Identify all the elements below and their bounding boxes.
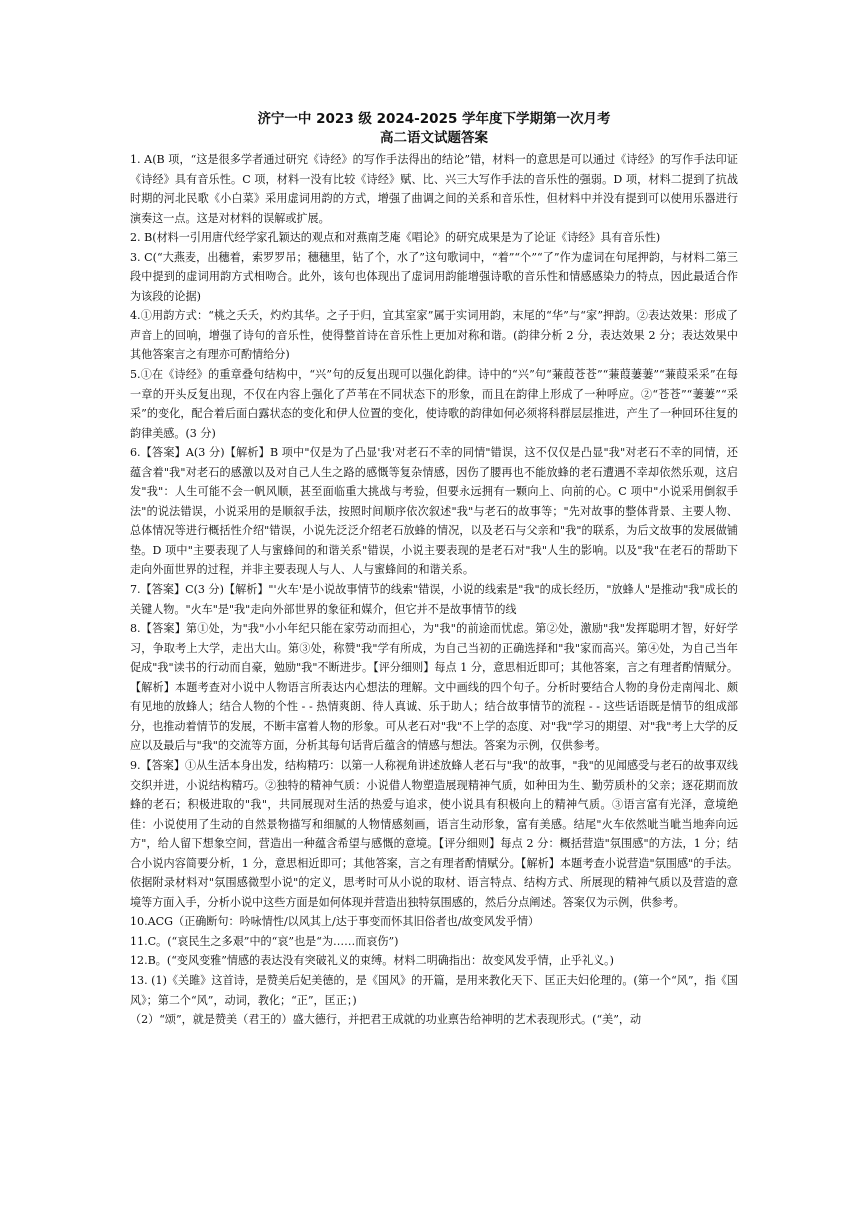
answer-item-13-2: （2）“颂”，就是赞美（君王的）盛大德行，并把君王成就的功业禀告给神明的艺术表现形式。(“美”，动 — [130, 1013, 642, 1027]
answer-item-4: 4.①用韵方式：“桃之夭夭，灼灼其华。之子于归，宜其室家”属于实词用韵，末尾的“华”与“家”押韵。②表达效果：形成了声音上的回响，增强了诗句的音乐性，使得整首诗在音乐性上更加对称和谐。(韵律分析 2 分，表达效果 2 分；表达效果中其他答案言之有理亦可酌情给分) — [130, 309, 738, 362]
document-title: 济宁一中 2023 级 2024-2025 学年度下学期第一次月考 — [257, 111, 611, 127]
answer-item-11: 11.C。(“哀民生之多艰”中的“哀”也是“为……而哀伤”) — [130, 934, 399, 948]
answer-item-13-1: 13. (1)《关雎》这首诗，是赞美后妃美德的，是《国风》的开篇，是用来教化天下、匡正夫妇伦理的。(第一个“风”，指《国风》；第二个“风”，动词，教化；“正”，匡正；) — [130, 973, 738, 1007]
answer-item-9: 9.【答案】①从生活本身出发，结构精巧：以第一人称视角讲述放蜂人老石与"我"的故事，"我"的见闻感受与老石的故事双线交织并进，小说结构精巧。②独特的精神气质：小说借人物塑造展现精神气质，如种田为生、勤劳质朴的父亲；逐花期而放蜂的老石；积极进取的"我"，共同展现对生活的热爱与追求，使小说具有积极向上的精神气质。③语言富有光泽，意境绝佳：小说使用了生动的自然景物描写和细腻的人物情感刻画，语言生动形象，富有美感。结尾"火车依然呲当呲当地奔向远方"，给人留下想象空间，营造出一种蕴含希望与感慨的意境。【评分细则】每点 2 分：概括营造"氛围感"的方法，1 分；结合小说内容简要分析，1 分，意思相近即可；其他答案，言之有理者酌情赋分。【解析】本题考查小说营造"氛围感"的手法。依据附录材料对"氛围感微型小说"的定义，思考时可从小说的取材、语言特点、结构方式、所展现的精神气质以及营造的意境等方面入手，分析小说中这些方面是如何体现并营造出独特氛围感的，然后分点阐述。答案仅为示例，供参考。 — [130, 758, 738, 909]
answer-item-10: 10.ACG（正确断句：吟咏情性/以风其上/达于事变而怀其旧俗者也/故变风发乎情） — [130, 915, 540, 929]
document-subtitle: 高二语文试题答案 — [380, 130, 488, 146]
answer-item-1: 1. A(B 项，“这是很多学者通过研究《诗经》的写作手法得出的结论”错，材料一的意思是可以通过《诗经》的写作手法印证《诗经》具有音乐性。C 项，材料一没有比较《诗经》赋、比、兴三大写作手法的音乐性的强弱。D 项，材料二提到了抗战时期的河北民歌《小白菜》采用虚词用韵的方式，增强了曲调之间的关系和音乐性，但材料中并没有提到可以使用乐器进行演奏这一点。这是对材料的误解或扩展。 — [130, 153, 738, 225]
document-page — [130, 110, 738, 1030]
answer-item-8: 8.【答案】第①处，为"我"小小年纪只能在家劳动而担心，为"我"的前途而忧虑。第②处，激励"我"发挥聪明才智，好好学习，争取考上大学，走出大山。第③处，称赞"我"学有所成，为自己当初的正确选择和"我"家而高兴。第④处，为自己当年促成"我"读书的行动而自豪，勉励"我"不断进步。【评分细则】每点 1 分，意思相近即可；其他答案，言之有理者酌情赋分。【解析】本题考查对小说中人物语言所表达内心想法的理解。文中画线的四个句子。分析时要结合人物的身份走南闯北、颇有见地的放蜂人；结合人物的个性 - - 热情爽朗、待人真诚、乐于助人；结合故事情节的流程 - - 这些话语既是情节的组成部分，也推动着情节的发展，不断丰富着人物的形象。可从老石对"我"不上学的态度、对"我"学习的期望、对"我"考上大学的反应以及最后与"我"的交流等方面，分析其每句话背后蕴含的情感与想法。答案为示例，仅供参考。 — [130, 622, 738, 753]
answer-item-6: 6.【答案】A(3 分)【解析】B 项中"仅是为了凸显'我'对老石不幸的同情"错误，这不仅仅是凸显"我"对老石不幸的同情，还蕴含着"我"对老石的感激以及对自己人生之路的感慨等复杂情感，因伤了腰再也不能放蜂的老石遭遇不幸却依然乐观，这启发"我"：人生可能不会一帆风顺，甚至面临重大挑战与考验，但要永远拥有一颗向上、向前的心。C 项中"小说采用倒叙手法"的说法错误，小说采用的是顺叙手法，按照时间顺序依次叙述"我"与老石的故事等；"先对故事的整体背景、主要人物、总体情况等进行概括性介绍"错误，小说先泛泛介绍老石放蜂的情况，以及老石与父亲和"我"的联系，为后文故事的发展做铺垫。D 项中"主要表现了人与蜜蜂间的和谐关系"错误，小说主要表现的是老石对"我"人生的影响。以及"我"在老石的帮助下走向外面世界的过程，并非主要表现人与人、人与蜜蜂间的和谐关系。 — [130, 446, 738, 577]
answer-item-3: 3. C(“大燕麦，出穗着，索罗罗吊；穗穗里，钻了个，水了”这句歌词中，“着”“个”“了”作为虚词在句尾押韵，与材料二第三段中提到的虚词用韵方式相吻合。此外，该句也体现出了虚词用韵能增强诗歌的音乐性和情感感染力的特点，因此最适合作为该段的论据) — [130, 250, 738, 303]
answer-item-5: 5.①在《诗经》的重章叠句结构中，“兴”句的反复出现可以强化韵律。诗中的“兴”句“蒹葭苍苍”“蒹葭萋萋”“蒹葭采采”在每一章的开头反复出现，不仅在内容上强化了芦苇在不同状态下的形象，而且在韵律上形成了一种呼应。②“苍苍”“萋萋”“采采”的变化，配合着后面白露状态的变化和伊人位置的变化，使诗歌的韵律如何必须将科群层层推进，产生了一种回环往复的韵律美感。(3 分) — [130, 368, 738, 440]
answer-item-7: 7.【答案】C(3 分)【解析】"'火车'是小说故事情节的线索"错误，小说的线索是"我"的成长经历，"放蜂人"是推动"我"成长的关键人物。"火车"是"我"走向外部世界的象征和媒介，但它并不是故事情节的线 — [130, 583, 738, 616]
answer-item-2: 2. B(材料一引用唐代经学家孔颖达的观点和对燕南芝庵《唱论》的研究成果是为了论证《诗经》具有音乐性) — [130, 231, 661, 245]
answer-item-12: 12.B。(“变风变雅”情感的表达没有突破礼义的束缚。材料二明确指出：故变风发乎情，止乎礼义。) — [130, 954, 614, 968]
